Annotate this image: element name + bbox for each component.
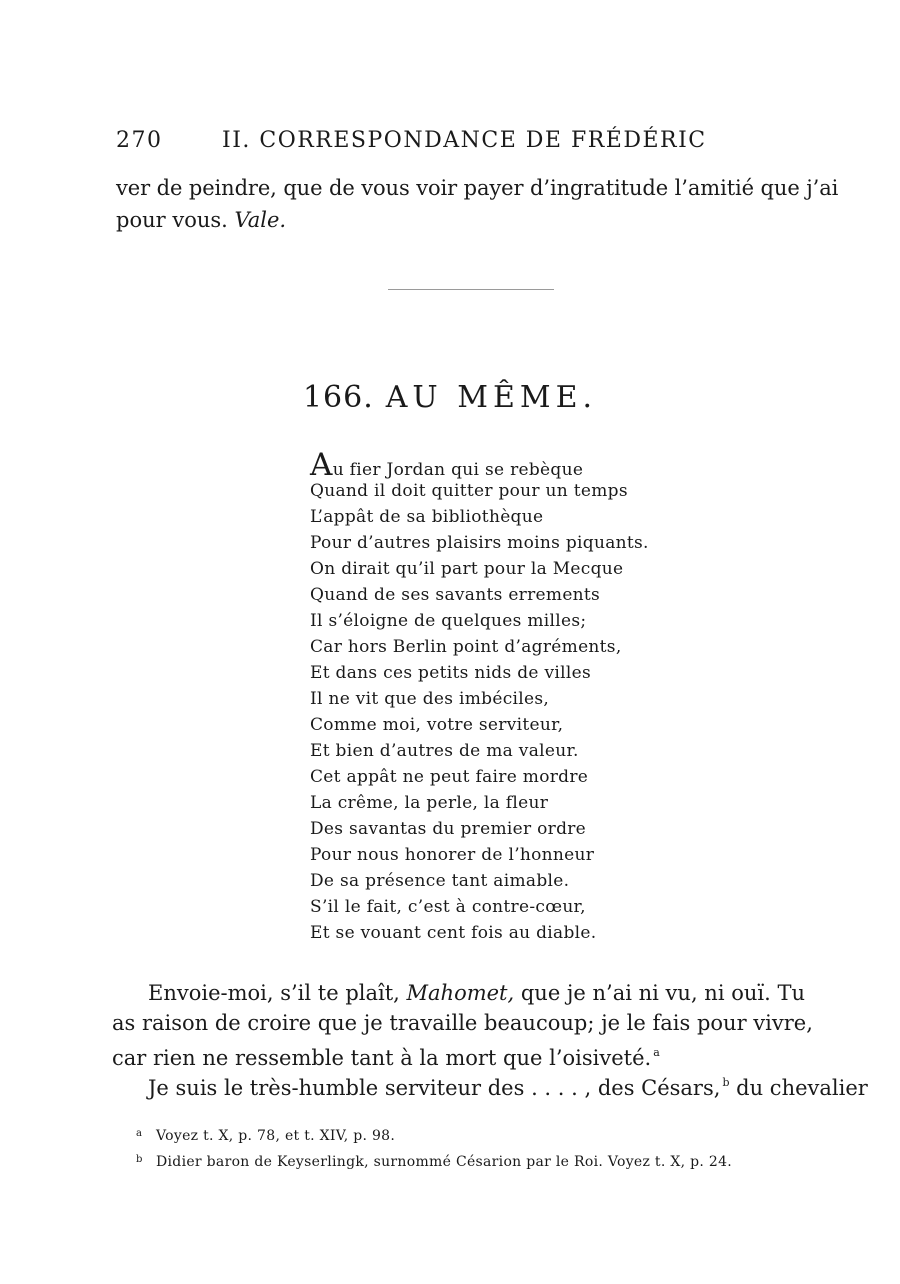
poem-line: Il ne vit que des imbéciles, <box>310 689 550 709</box>
letter-title: AU MÊME. <box>385 380 598 415</box>
continued-line-2 <box>116 204 832 236</box>
body-line-4-start: Je suis le très-humble serviteur des . . . . , des Césars, <box>148 1076 721 1100</box>
section-divider <box>388 289 554 290</box>
poem-line: Pour nous honorer de l’honneur <box>310 845 595 865</box>
poem-line: Car hors Berlin point d’agréments, <box>310 637 622 657</box>
poem-line: Et bien d’autres de ma valeur. <box>310 741 579 761</box>
poem-line: Quand de ses savants errements <box>310 585 601 605</box>
body-line-3-text: car rien ne ressemble tant à la mort que l’oisiveté. <box>112 1046 652 1070</box>
running-head <box>116 128 736 160</box>
footnote-mark: b <box>136 1154 143 1165</box>
letter-body <box>112 978 868 1100</box>
footnote-ref-b[interactable]: b <box>722 1076 730 1089</box>
poem-line <box>310 447 710 483</box>
body-line-4-end: du chevalier <box>729 1076 868 1100</box>
poem-line: Et se vouant cent fois au diable. <box>310 923 597 943</box>
poem-line: Des savantas du premier ordre <box>310 819 587 839</box>
footnote-text: Didier baron de Keyserlingk, surnommé Césarion par le Roi. Voyez t. X, p. 24. <box>156 1154 733 1170</box>
footnote-mark: a <box>136 1128 143 1139</box>
poem-line: S’il le fait, c’est à contre-cœur, <box>310 897 586 917</box>
poem-line: On dirait qu’il part pour la Mecque <box>310 559 624 579</box>
poem-line: L’appât de sa bibliothèque <box>310 507 544 527</box>
continued-line-1: ver de peindre, que de vous voir payer d’ingratitude l’amitié que j’ai <box>116 176 839 200</box>
poem-first-line-rest: u fier Jordan qui se rebèque <box>332 460 584 480</box>
body-line-1-start: Envoie-moi, s’il te plaît, <box>148 981 407 1005</box>
body-line-1 <box>112 978 832 1008</box>
continued-line-2-text: pour vous. <box>116 208 235 232</box>
poem-line: Cet appât ne peut faire mordre <box>310 767 589 787</box>
poem-line <box>310 946 710 972</box>
poem-line: Comme moi, votre serviteur, <box>310 715 564 735</box>
body-line-1-end: que je n’ai ni vu, ni ouï. Tu <box>514 981 805 1005</box>
running-head-title: II. CORRESPONDANCE DE FRÉDÉRIC <box>222 128 707 153</box>
continued-paragraph <box>116 172 839 236</box>
footnotes <box>136 1122 836 1174</box>
body-line-2: as raison de croire que je travaille beaucoup; je le fais pour vivre, <box>112 1011 813 1035</box>
poem-line: Il s’éloigne de quelques milles; <box>310 611 587 631</box>
poem-line: La crême, la perle, la fleur <box>310 793 549 813</box>
letter-heading <box>0 380 900 415</box>
footnote-a <box>136 1122 836 1148</box>
poem-line: Pour d’autres plaisirs moins piquants. <box>310 533 649 553</box>
poem-line: Et dans ces petits nids de villes <box>310 663 591 683</box>
poem-line: De sa présence tant aimable. <box>310 871 570 891</box>
drop-cap: A <box>310 447 333 483</box>
footnote-ref-a[interactable]: a <box>653 1046 660 1059</box>
page-number: 270 <box>116 128 163 153</box>
mahomet-italic: Mahomet, <box>406 981 515 1005</box>
vale-italic: Vale. <box>234 208 287 232</box>
footnote-b <box>136 1148 836 1174</box>
letter-number: 166. <box>302 380 374 415</box>
body-line-4 <box>112 1068 868 1100</box>
poem-line: Quand il doit quitter pour un temps <box>310 481 628 501</box>
body-line-3 <box>112 1038 832 1068</box>
poem <box>310 447 710 972</box>
footnote-text: Voyez t. X, p. 78, et t. XIV, p. 98. <box>156 1128 396 1144</box>
